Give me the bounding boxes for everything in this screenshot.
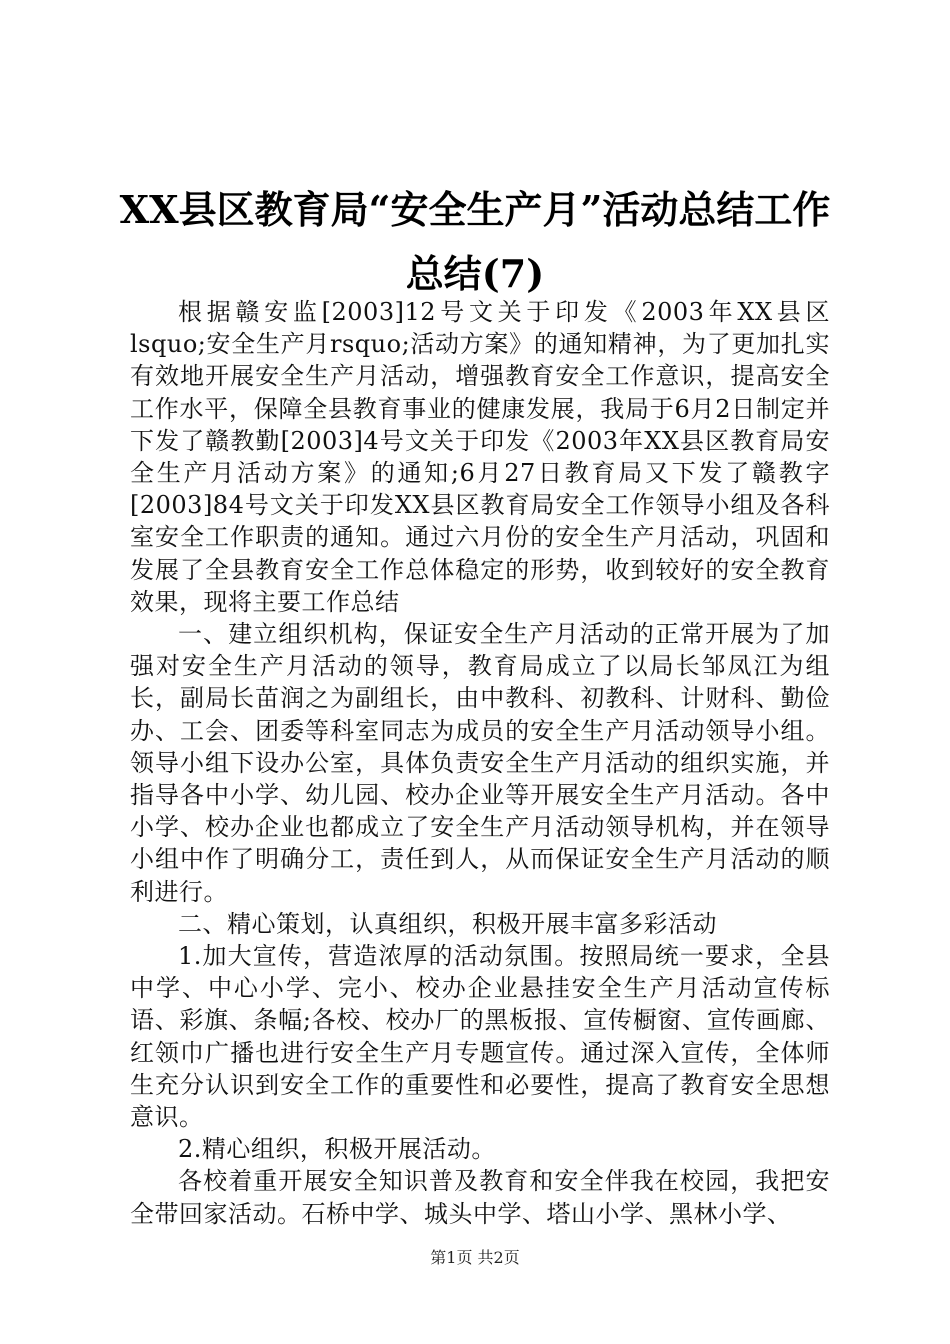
title-line-1: XX县区教育局“安全生产月”活动总结工作 — [119, 187, 831, 232]
paragraph-section-1: 一、建立组织机构，保证安全生产月活动的正常开展为了加强对安全生产月活动的领导，教育局成立了以局长邹凤江为组长，副局长苗润之为副组长，由中教科、初教科、计财科、勤俭办、工会、团委等科室同志为成员的安全生产月活动领导小组。领导小组下设办公室，具体负责安全生产月活动的组织实施，并指导各中小学、幼儿园、校办企业等开展安全生产月活动。各中小学、校办企业也都成立了安全生产月活动领导机构，并在领导小组中作了明确分工，责任到人，从而保证安全生产月活动的顺利进行。 — [130, 620, 830, 906]
paragraph-item-2-body: 各校着重开展安全知识普及教育和安全伴我在校园，我把安全带回家活动。石桥中学、城头中学、塔山小学、黑林小学、 — [130, 1167, 830, 1228]
paragraph-item-2: 2.精心组织，积极开展活动。 — [178, 1135, 496, 1164]
paragraph-section-2-heading: 二、精心策划，认真组织，积极开展丰富多彩活动 — [178, 909, 717, 938]
paragraph-item-1: 1.加大宣传，营造浓厚的活动氛围。按照局统一要求，全县中学、中心小学、完小、校办企业悬挂安全生产月活动宣传标语、彩旗、条幅;各校、校办厂的黑板报、宣传橱窗、宣传画廊、红领巾广播也进行安全生产月专题宣传。通过深入宣传，全体师生充分认识到安全工作的重要性和必要性，提高了教育安全思想意识。 — [130, 942, 830, 1132]
page-footer: 第1页 共2页 — [430, 1248, 520, 1267]
paragraph-intro: 根据赣安监[2003]12号文关于印发《2003年XX县区lsquo;安全生产月rsquo;活动方案》的通知精神，为了更加扎实有效地开展安全生产月活动，增强教育安全工作意识，提高安全工作水平，保障全县教育事业的健康发展，我局于6月2日制定并下发了赣教勤[2003]4号文关于印发《2003年XX县区教育局安全生产月活动方案》的通知;6月27日教育局又下发了赣教字[2003]84号文关于印发XX县区教育局安全工作领导小组及各科室安全工作职责的通知。通过六月份的安全生产月活动，巩固和发展了全县教育安全工作总体稳定的形势，收到较好的安全教育效果，现将主要工作总结 — [130, 298, 830, 616]
document-title — [60, 178, 890, 306]
title-line-2: 总结(7) — [405, 251, 545, 296]
document-body — [130, 296, 830, 1230]
